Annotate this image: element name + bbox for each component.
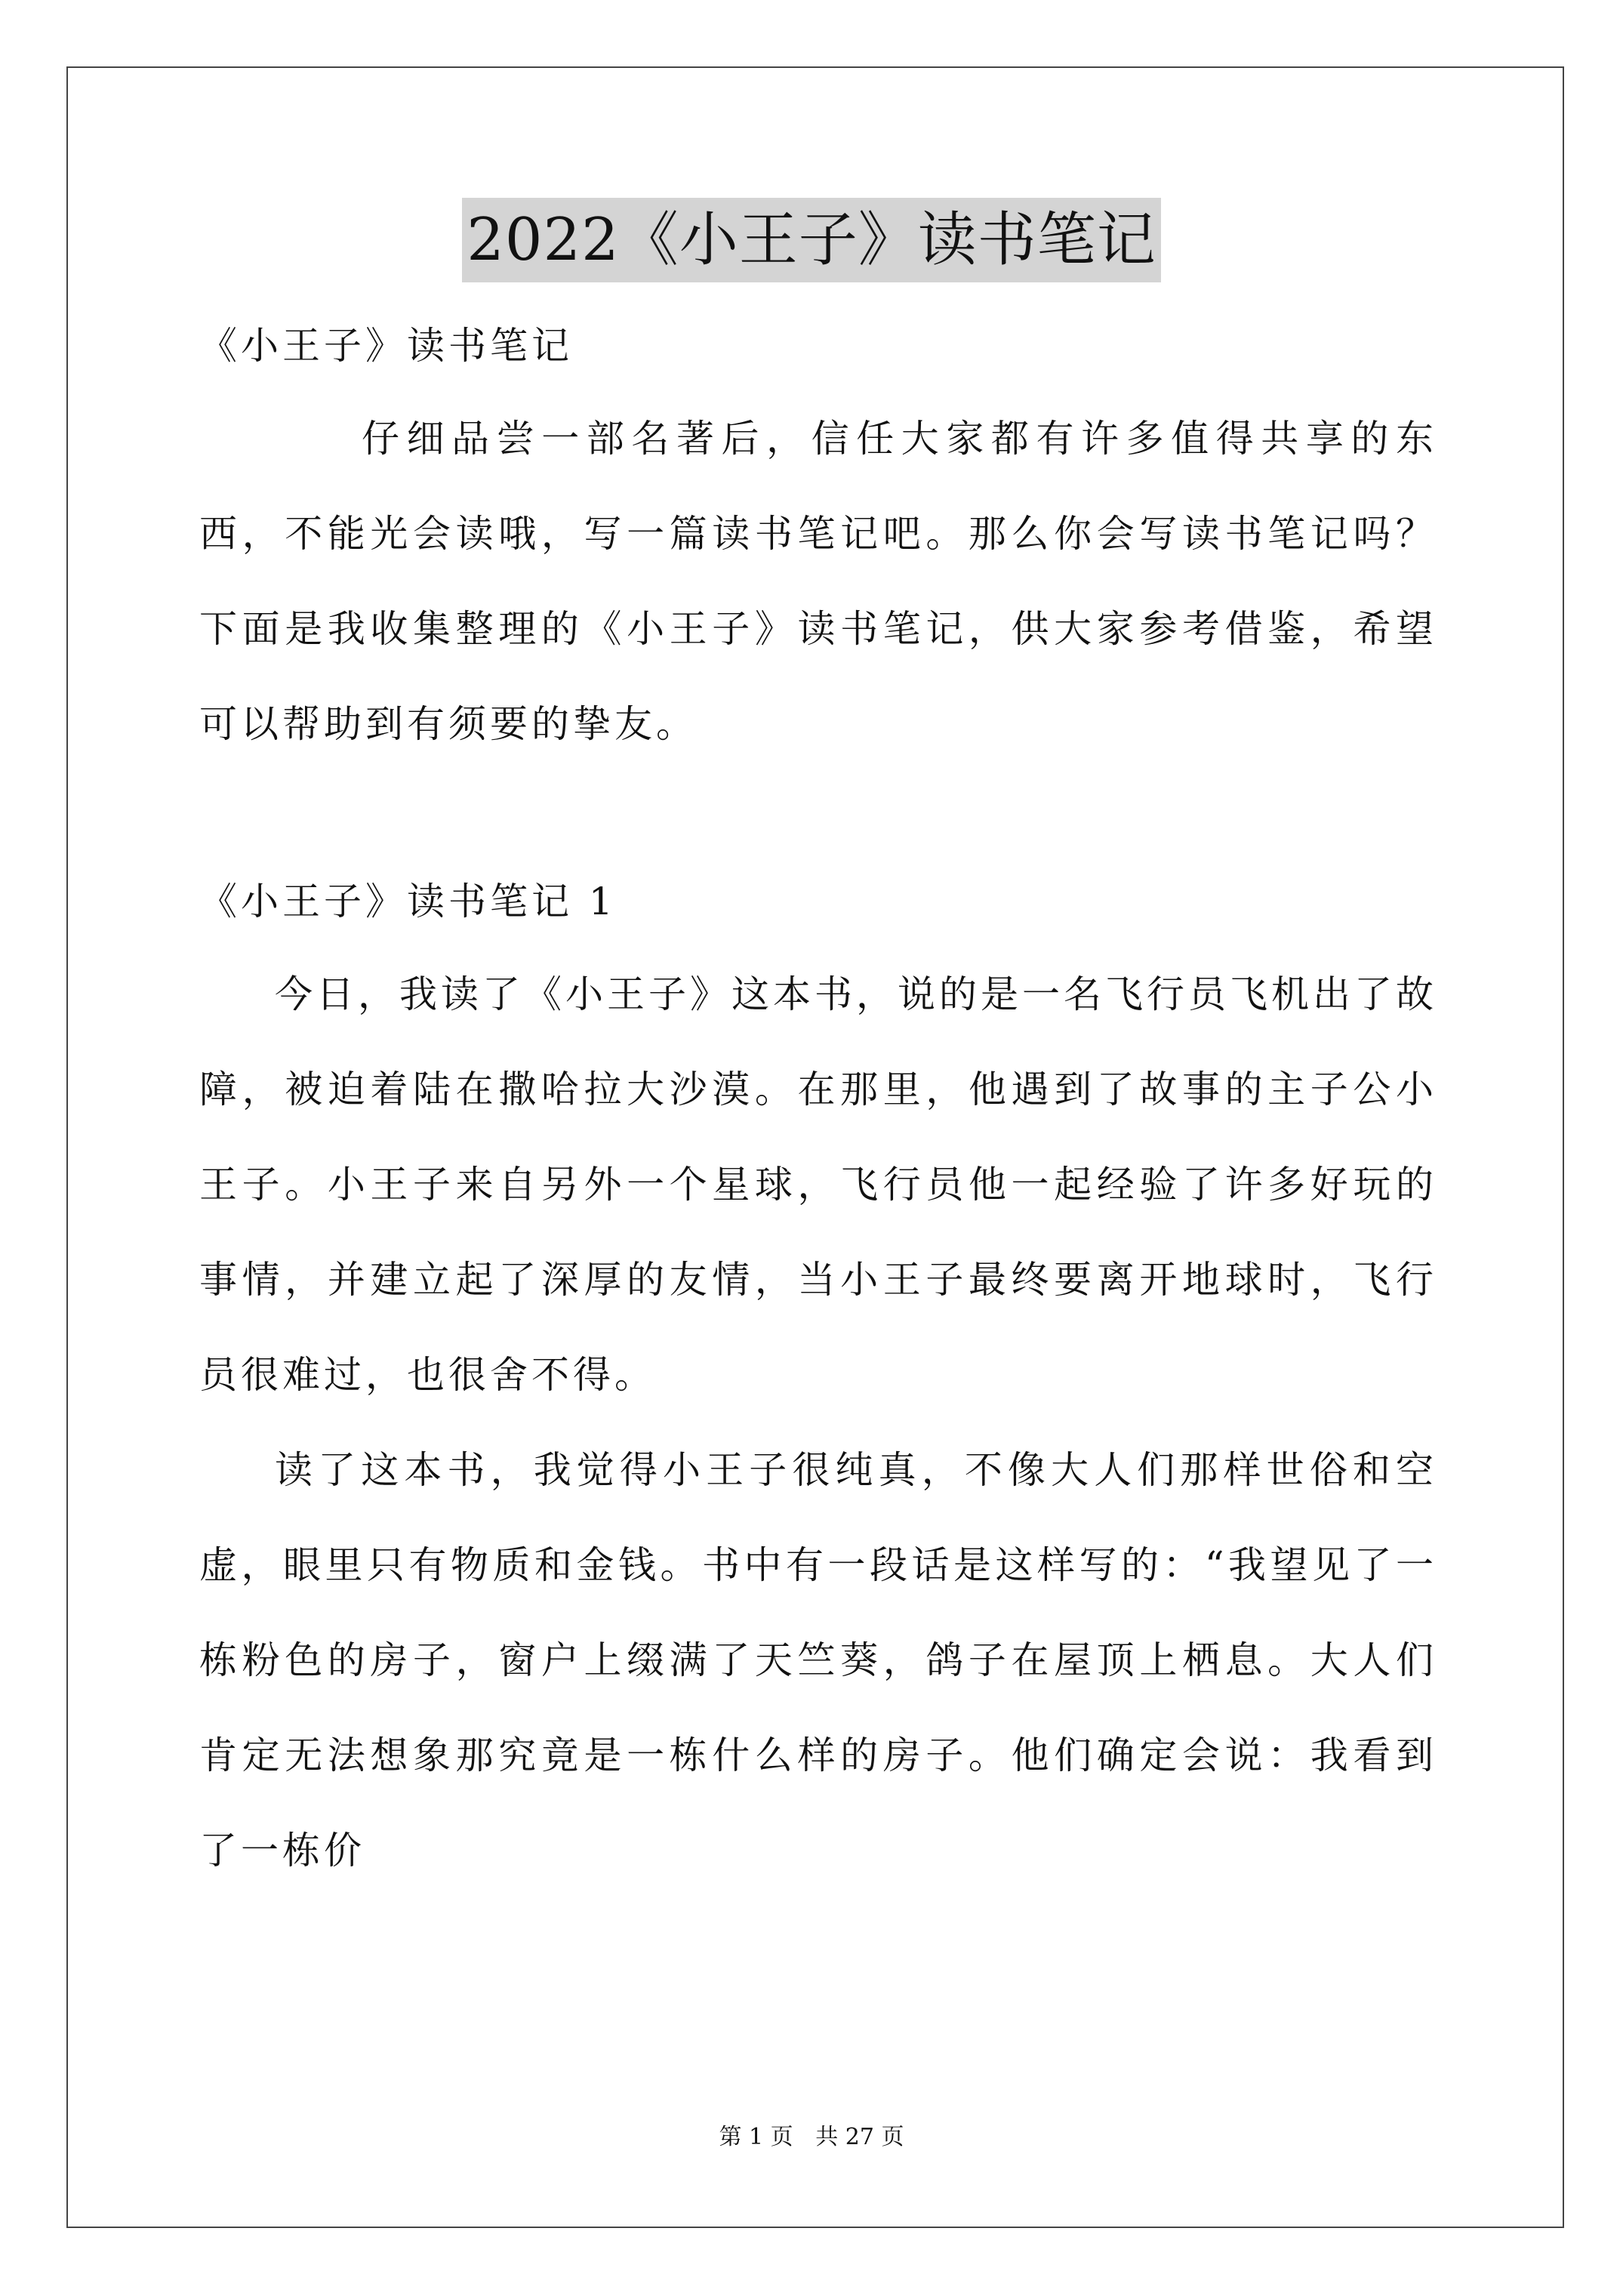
document-title: 2022《小王子》读书笔记 [462, 198, 1161, 282]
page-footer [0, 2118, 1623, 2151]
section-gap [199, 772, 1437, 856]
subtitle: 《小王子》读书笔记 [199, 324, 573, 368]
body-paragraph-2: 读了这本书，我觉得小王子很纯真，不像大人们那样世俗和空虚，眼里只有物质和金钱。书中有一段话是这样写的：“我望见了一栋粉色的房子，窗户上缀满了天竺葵，鸽子在屋顶上栖息。大人们肯定无法想象那究竟是一栋什么样的房子。他们确定会说：我看到了一栋价 [199, 1448, 1437, 1872]
body-paragraph-1: 今日，我读了《小王子》这本书，说的是一名飞行员飞机出了故障，被迫着陆在撒哈拉大沙漠。在那里，他遇到了故事的主子公小王子。小王子来自另外一个星球，飞行员他一起经验了许多好玩的事情，并建立起了深厚的友情，当小王子最终要离开地球时，飞行员很难过，也很舍不得。 [199, 972, 1437, 1397]
document-body [199, 300, 1437, 1898]
intro-paragraph: 仔细品尝一部名著后，信任大家都有许多值得共享的东西，不能光会读哦，写一篇读书笔记吧。那么你会写读书笔记吗？下面是我收集整理的《小王子》读书笔记，供大家参考借鉴，希望可以帮助到有须要的挚友。 [199, 417, 1437, 746]
title-container [0, 198, 1623, 282]
page-number: 第 1 页 [719, 2124, 793, 2150]
section-heading: 《小王子》读书笔记 1 [199, 880, 617, 923]
page-total: 共 27 页 [815, 2124, 904, 2150]
